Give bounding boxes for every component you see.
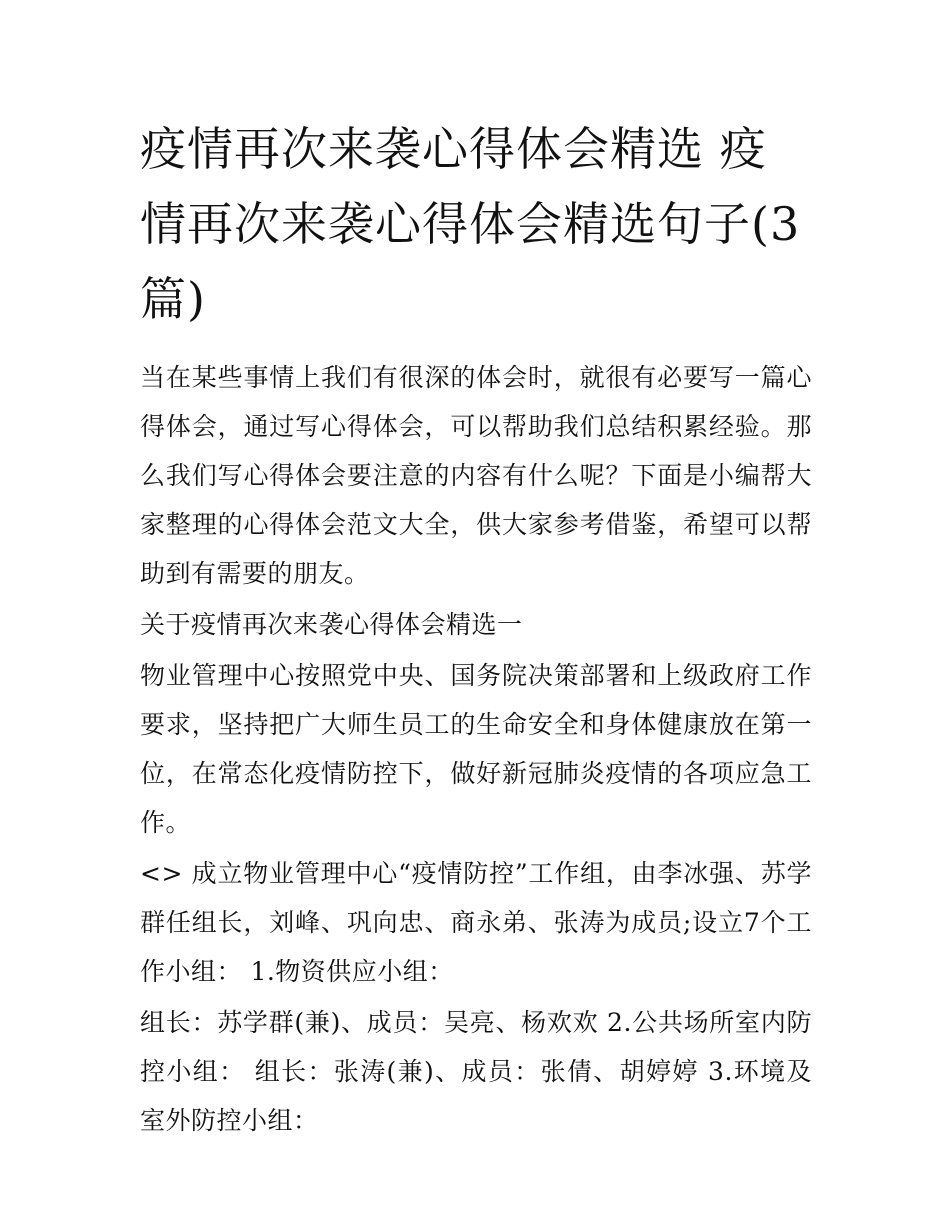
intro-paragraph: 当在某些事情上我们有很深的体会时，就很有必要写一篇心得体会，通过写心得体会，可以帮助我们总结积累经验。那么我们写心得体会要注意的内容有什么呢？下面是小编帮大家整理的心得体会范文大全，供大家参考借鉴，希望可以帮助到有需要的朋友。 (140, 363, 812, 588)
document-page (140, 112, 812, 1145)
body-paragraph-3: 组长：苏学群(兼)、成员：吴亮、杨欢欢 2.公共场所室内防控小组： 组长：张涛(兼)、成员：张倩、胡婷婷 3.环境及室外防控小组： (140, 1008, 812, 1135)
body-paragraph-1: 物业管理中心按照党中央、国务院决策部署和上级政府工作要求，坚持把广大师生员工的生命安全和身体健康放在第一位，在常态化疫情防控下，做好新冠肺炎疫情的各项应急工作。 (140, 661, 812, 837)
section-heading-1: 关于疫情再次来袭心得体会精选一 (140, 610, 523, 639)
document-title: 疫情再次来袭心得体会精选 疫情再次来袭心得体会精选句子(3篇) (140, 122, 801, 326)
body-paragraph-2: <> 成立物业管理中心“疫情防控”工作组，由李冰强、苏学群任组长，刘峰、巩向忠、商永弟、张涛为成员;设立7个工作小组： 1.物资供应小组： (140, 859, 812, 986)
